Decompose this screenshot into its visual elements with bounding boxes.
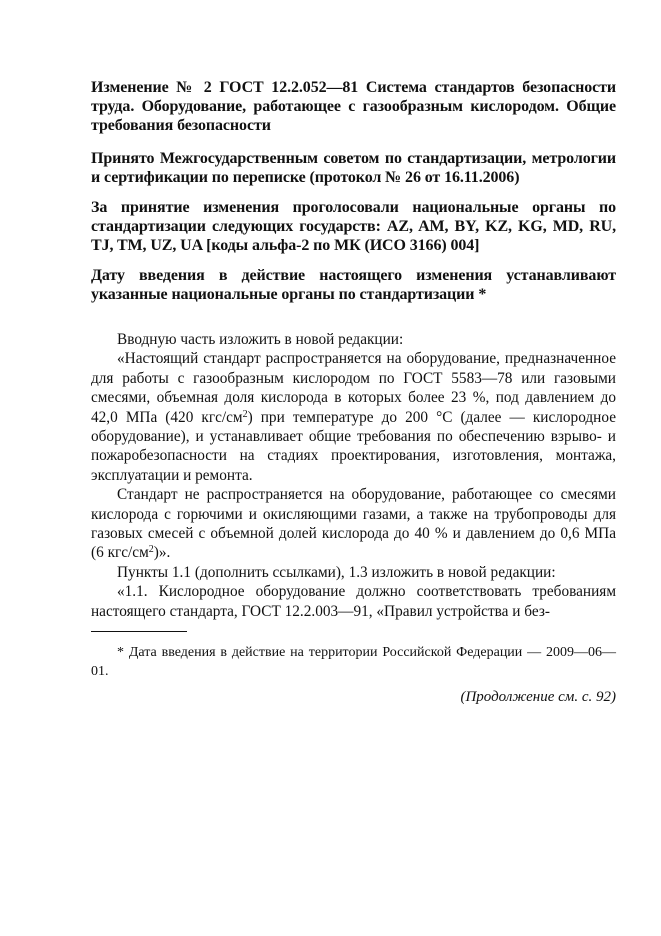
scope-paragraph-2-part-b: )».	[153, 544, 171, 562]
scope-paragraph-1-part-a: «Настоящий стандарт распространяется на оборудование, предназначенное для работы с газообразным кислородом по ГОСТ 5583—78 или газовыми смесями, объемная доля кислорода в которых более 23 %, под давлением до 42,0 МПа (420 кгс/см	[91, 350, 616, 426]
document-page	[91, 78, 616, 621]
scope-paragraph-1-part-b: ) при температуре до 200 °С (далее — кислородное оборудование), и устанавливает общие требования по обеспечению взрыво- и пожаробезопасности на стадиях проектирования, изготовления, монтажа, эксплуатации и ремонта.	[91, 408, 616, 484]
continuation-note: (Продолжение см. с. 92)	[460, 689, 616, 705]
adopted-by-statement: Принято Межгосударственным советом по стандартизации, метрологии и сертификации по переписке (протокол № 26 от 16.11.2006)	[91, 150, 616, 186]
superscript-2: 2	[242, 408, 248, 420]
scope-paragraph-2-part-a: Стандарт не распространяется на оборудование, работающее со смесями кислорода с горючими и окисляющими газами, а также на трубопроводы для газовых смесей с объемной долей кислорода до 40 % и давлением до 0,6 МПа (6 кгс/см	[91, 486, 616, 562]
footnote-divider	[91, 631, 187, 632]
scope-paragraph-1	[91, 349, 616, 485]
point-1-1: «1.1. Кислородное оборудование должно соответствовать требованиям настоящего стандарта, ГОСТ 12.2.003—91, «Правил устройства и без-	[91, 583, 616, 620]
amendment-title: Изменение № 2 ГОСТ 12.2.052—81 Система стандартов безопасности труда. Оборудование, работающее с газообразным кислородом. Общие требования безопасности	[91, 79, 616, 134]
superscript-2: 2	[148, 544, 154, 556]
effective-date-statement: Дату введения в действие настоящего изменения устанавливают указанные национальные органы по стандартизации *	[91, 267, 616, 303]
voted-by-statement: За принятие изменения проголосовали национальные органы по стандартизации следующих государств: AZ, AM, BY, KZ, KG, MD, RU, TJ, TM, UZ, UA [коды альфа-2 по МК (ИСО 3166) 004]	[91, 199, 616, 254]
footnote: * Дата введения в действие на территории Российской Федерации — 2009—06—01.	[91, 645, 616, 679]
scope-paragraph-2	[91, 485, 616, 563]
intro-instruction: Вводную часть изложить в новой редакции:	[117, 331, 404, 348]
points-instruction: Пункты 1.1 (дополнить ссылками), 1.3 изложить в новой редакции:	[117, 563, 556, 581]
